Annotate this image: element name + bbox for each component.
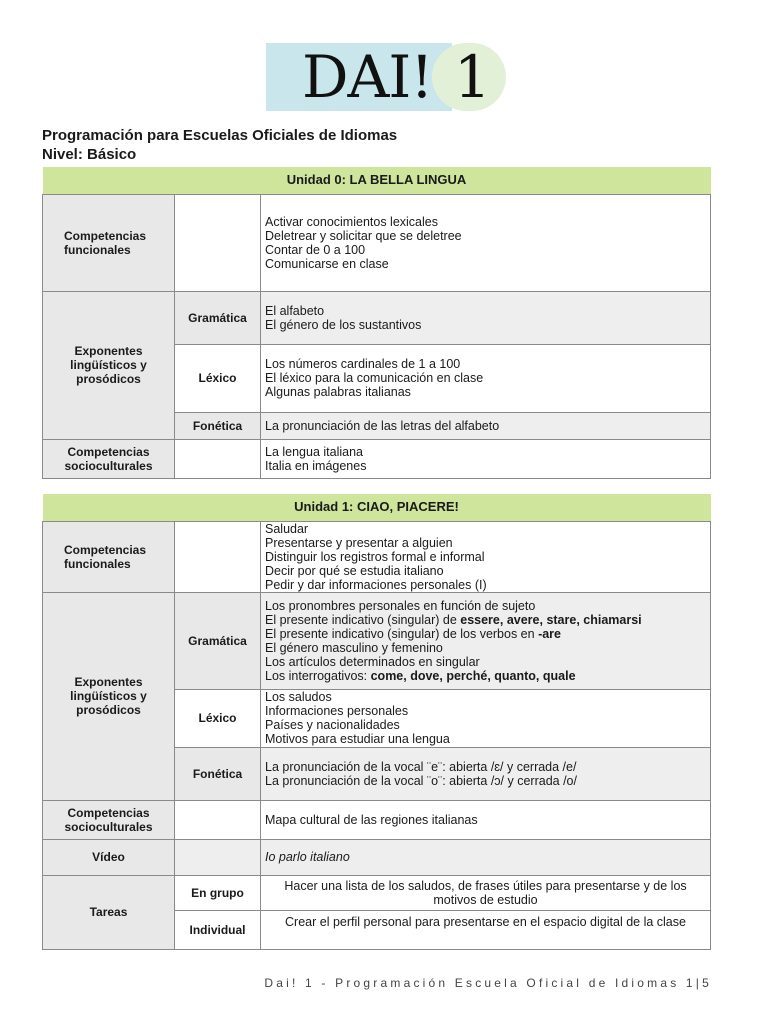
unit-0-gramatica: El alfabeto El género de los sustantivos [261,291,711,344]
empty-cell [175,439,261,478]
unit-1-tareas-individual: Crear el perfil personal para presentarse en el espacio digital de la clase [261,910,711,949]
logo [266,43,506,111]
label-individual: Individual [175,910,261,949]
label-en-grupo: En grupo [175,875,261,910]
unit-0-funcionales: Activar conocimientos lexicales Deletrear y solicitar que se deletree Contar de 0 a 100 Comunicarse en clase [261,194,711,291]
unit-0-table [42,167,711,479]
label-competencias-socioculturales: Competencias socioculturales [43,800,175,839]
label-competencias-funcionales: Competencias funcionales [43,194,175,291]
label-gramatica: Gramática [175,592,261,689]
label-competencias-funcionales: Competencias funcionales [43,521,175,592]
label-lexico: Léxico [175,689,261,747]
empty-cell [175,839,261,875]
unit-1-fonetica: La pronunciación de la vocal ¨e¨: abierta /ɛ/ y cerrada /e/ La pronunciación de la vocal ¨o¨: abierta /ɔ/ y cerrada /o/ [261,747,711,800]
unit-1-funcionales: Saludar Presentarse y presentar a alguien Distinguir los registros formal e informal Decir por qué se estudia italiano Pedir y dar informaciones personales (I) [261,521,711,592]
unit-1-table [42,494,711,950]
empty-cell [175,521,261,592]
unit-1-gramatica: Los pronombres personales en función de sujeto El presente indicativo (singular) de essere, avere, stare, chiamarsi El presente indicativo (singular) de los verbos en -are El género masculino y femenino Los artículos determinados en singular Los interrogativos: come, dove, perché, quanto, quale [261,592,711,689]
label-exponentes: Exponentes lingüísticos y prosódicos [43,291,175,439]
logo-text: DAI! [302,43,433,111]
document-title: Programación para Escuelas Oficiales de Idiomas [42,127,398,144]
unit-0-title: Unidad 0: LA BELLA LINGUA [43,167,711,194]
label-fonetica: Fonética [175,412,261,439]
label-tareas: Tareas [43,875,175,949]
unit-0-lexico: Los números cardinales de 1 a 100 El léxico para la comunicación en clase Algunas palabras italianas [261,344,711,412]
unit-1-title: Unidad 1: CIAO, PIACERE! [43,494,711,521]
unit-0-fonetica: La pronunciación de las letras del alfabeto [261,412,711,439]
label-fonetica: Fonética [175,747,261,800]
unit-1-video: Io parlo italiano [261,839,711,875]
empty-cell [175,800,261,839]
label-exponentes: Exponentes lingüísticos y prosódicos [43,592,175,800]
label-lexico: Léxico [175,344,261,412]
label-gramatica: Gramática [175,291,261,344]
unit-1-socioculturales: Mapa cultural de las regiones italianas [261,800,711,839]
unit-0-socioculturales: La lengua italiana Italia en imágenes [261,439,711,478]
unit-1-tareas-grupo: Hacer una lista de los saludos, de frases útiles para presentarse y de los motivos de estudio [261,875,711,910]
label-competencias-socioculturales: Competencias socioculturales [43,439,175,478]
empty-cell [175,194,261,291]
logo-number: 1 [454,43,491,111]
page-footer: Dai! 1 - Programación Escuela Oficial de Idiomas 1|5 [264,976,712,990]
level-label: Nivel: Básico [42,146,137,163]
label-video: Vídeo [43,839,175,875]
unit-1-lexico: Los saludos Informaciones personales Países y nacionalidades Motivos para estudiar una lengua [261,689,711,747]
